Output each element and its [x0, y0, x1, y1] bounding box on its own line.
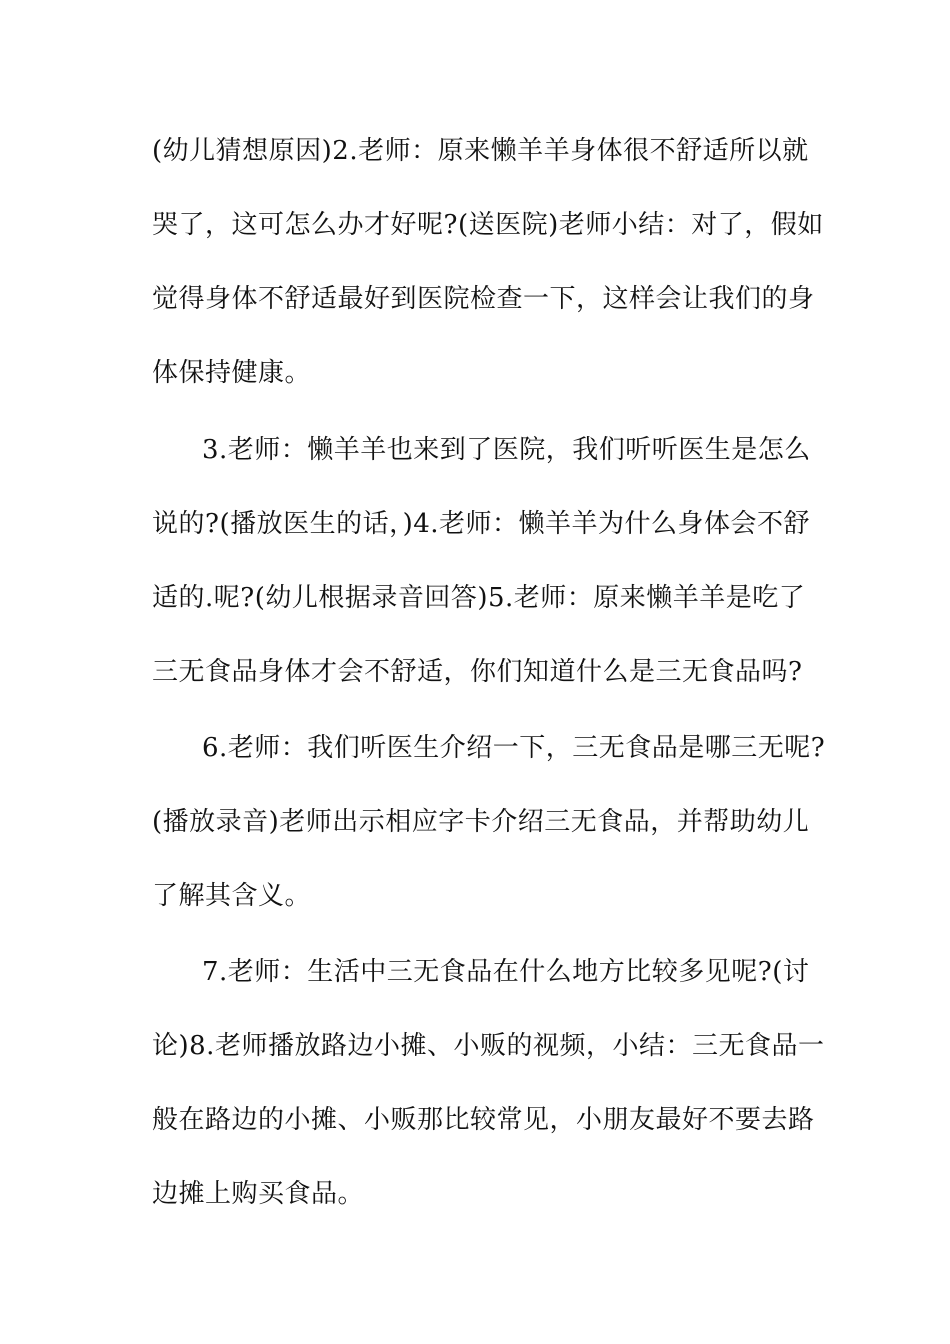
text-line: 6.老师：我们听医生介绍一下，三无食品是哪三无呢?	[202, 733, 826, 763]
text-line: 觉得身体不舒适最好到医院检查一下，这样会让我们的身	[152, 284, 815, 314]
text-line: 了解其含义。	[152, 881, 312, 911]
text-line: 适的.呢?(幼儿根据录音回答)5.老师：原来懒羊羊是吃了	[152, 583, 806, 613]
text-line: 般在路边的小摊、小贩那比较常见，小朋友最好不要去路	[152, 1105, 815, 1135]
text-line: 说的?(播放医生的话，)4.老师：懒羊羊为什么身体会不舒	[152, 509, 811, 539]
text-line: 7.老师：生活中三无食品在什么地方比较多见呢?(讨	[202, 957, 810, 987]
text-line: 边摊上购买食品。	[152, 1179, 365, 1209]
text-line: (幼儿猜想原因)2.老师：原来懒羊羊身体很不舒适所以就	[152, 136, 809, 166]
text-line: (播放录音)老师出示相应字卡介绍三无食品，并帮助幼儿	[152, 807, 810, 837]
text-line: 哭了，这可怎么办才好呢?(送医院)老师小结：对了，假如	[152, 210, 824, 240]
text-line: 3.老师：懒羊羊也来到了医院，我们听听医生是怎么	[202, 435, 811, 465]
text-line: 论)8.老师播放路边小摊、小贩的视频，小结：三无食品一	[152, 1031, 825, 1061]
text-line: 三无食品身体才会不舒适，你们知道什么是三无食品吗?	[152, 657, 803, 687]
text-line: 体保持健康。	[152, 358, 312, 388]
